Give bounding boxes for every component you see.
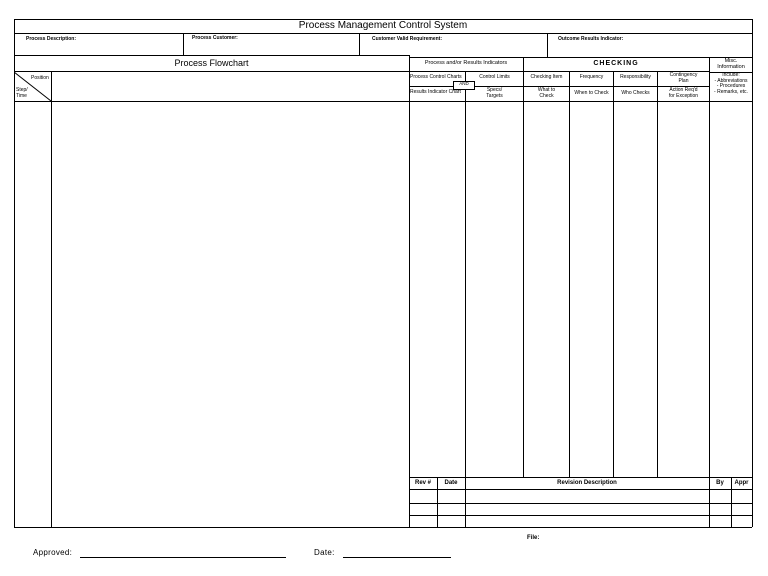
checking-item-label: Checking Item (530, 74, 563, 80)
control-limits-label: Control Limits (479, 74, 510, 80)
checking-header: CHECKING (593, 60, 639, 67)
misc-header: Misc. Information (717, 58, 745, 71)
process-control-charts-label: Process Control Charts (410, 74, 462, 80)
action-reqd-label: Action Req'd for Exception (668, 87, 699, 99)
what-to-check-label: What to Check (537, 87, 556, 99)
misc-include-notes: Include: - Abbreviations - Procedures - Remarks, etc. (714, 72, 748, 95)
file-label: File: (527, 535, 540, 541)
approved-signature-line[interactable] (80, 557, 286, 558)
and-label: AND (459, 81, 469, 86)
flowchart-title: Process Flowchart (174, 58, 249, 68)
process-customer-field[interactable]: Process Customer: (192, 35, 238, 41)
customer-valid-requirement-field[interactable]: Customer Valid Requirement: (372, 36, 443, 42)
process-description-field[interactable]: Process Description: (26, 36, 77, 42)
position-label: Position (31, 75, 49, 81)
step-time-label: Step/ Time (16, 87, 28, 99)
rev-date-header: Date (444, 480, 458, 486)
contingency-plan-label: Contingency Plan (669, 72, 698, 84)
revision-description-header: Revision Description (557, 480, 617, 486)
page-title: Process Management Control System (298, 20, 468, 31)
who-checks-label: Who Checks (621, 90, 650, 96)
approved-label: Approved: (33, 548, 73, 557)
rev-by-header: By (716, 480, 724, 486)
outcome-results-indicator-field[interactable]: Outcome Results Indicator: (558, 36, 624, 42)
date-signature-line[interactable] (343, 557, 451, 558)
specs-targets-label: Specs/ Targets (486, 87, 503, 99)
rev-appr-header: Appr (734, 480, 749, 486)
results-indicator-chart-label: Results Indicator Chart (410, 89, 461, 95)
frequency-label: Frequency (579, 74, 604, 80)
when-to-check-label: When to Check (574, 90, 609, 96)
rev-number-header: Rev # (414, 480, 431, 486)
indicators-header: Process and/or Results Indicators (424, 60, 508, 66)
date-label: Date: (314, 548, 335, 557)
responsibility-label: Responsibility (620, 74, 651, 80)
